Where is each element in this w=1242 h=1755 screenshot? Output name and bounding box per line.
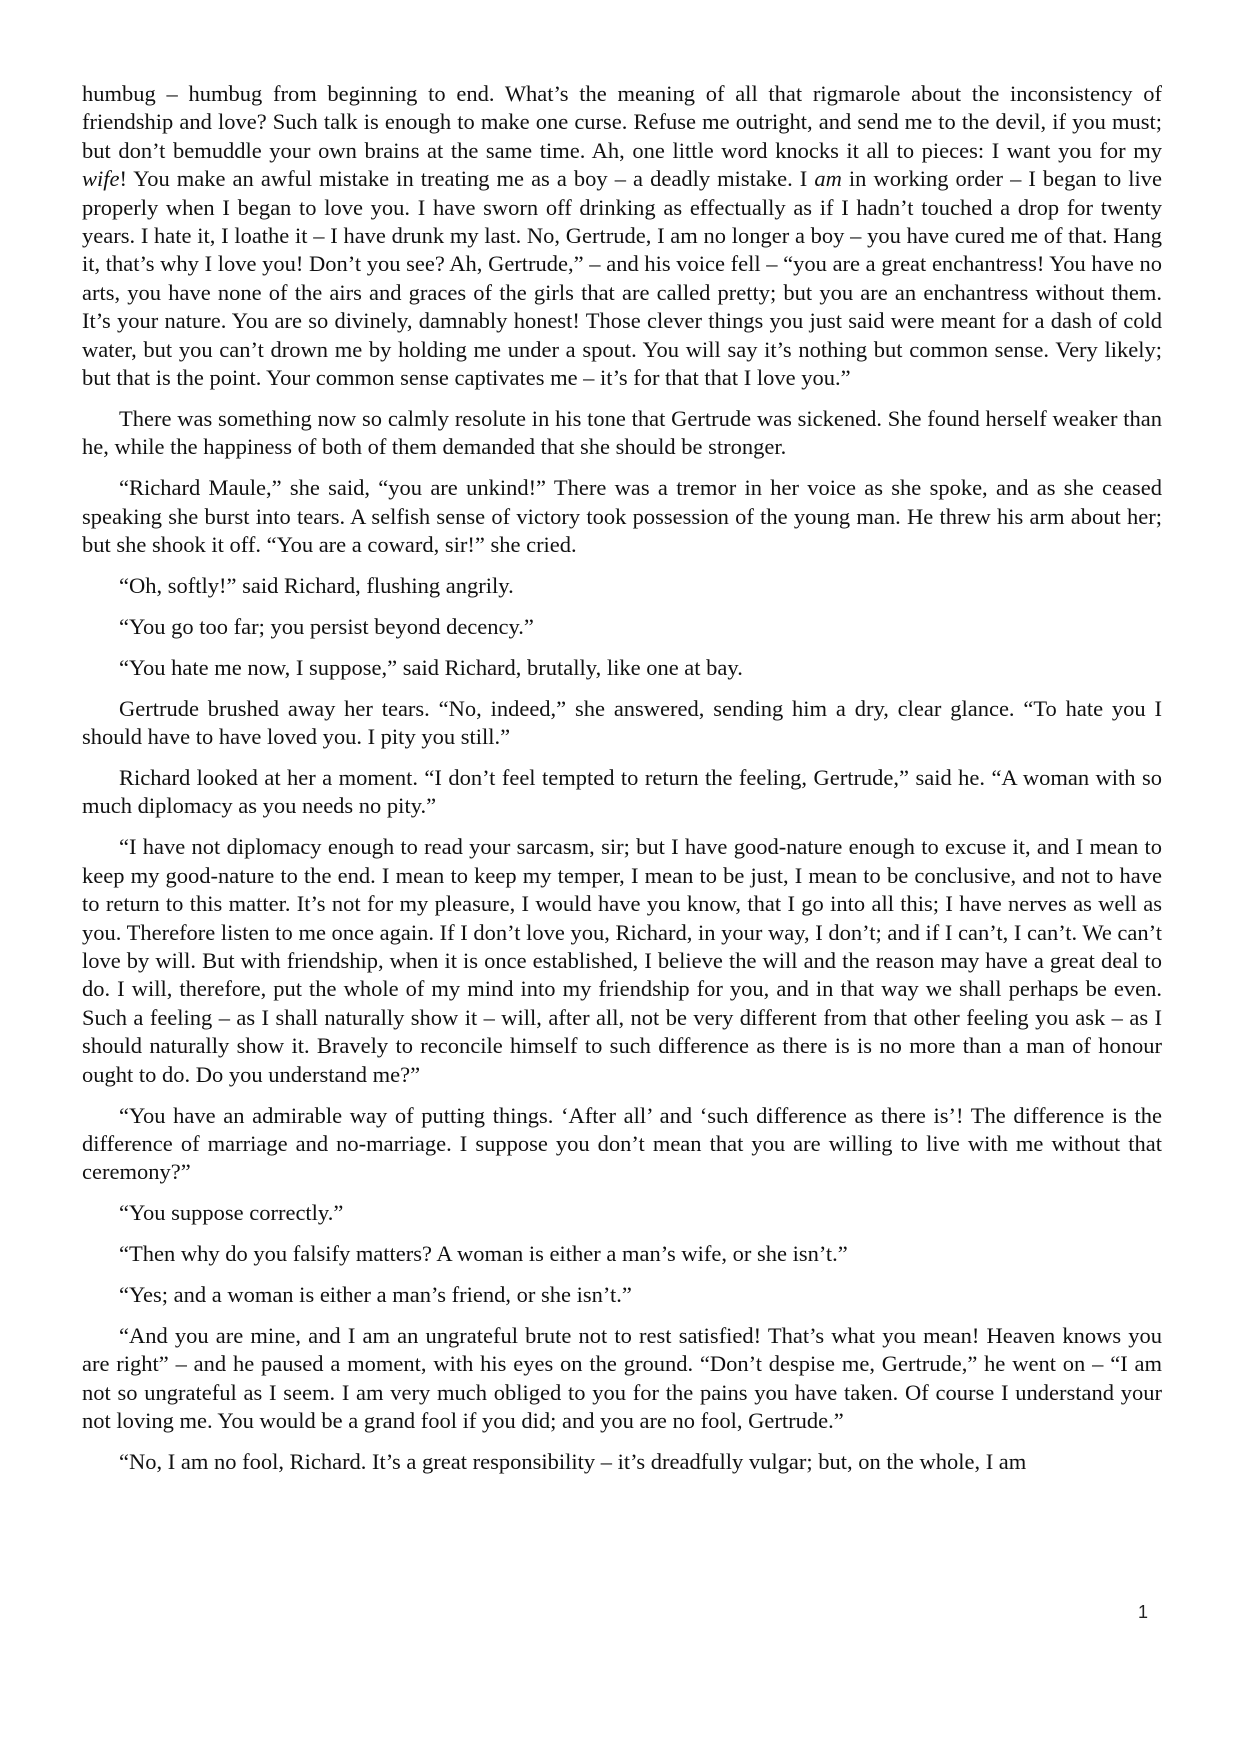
paragraph: “You suppose correctly.” (119, 1200, 344, 1226)
paragraph: “No, I am no fool, Richard. It’s a great responsibility – it’s dreadfully vulgar; but, on the whole, I am (119, 1449, 1027, 1475)
paragraph: “Richard Maule,” she said, “you are unkind!” There was a tremor in her voice as she spoke, and as she ceased speaking she burst into tears. A selfish sense of victory took possession of the young man. He threw his arm about her; but she shook it off. “You are a coward, sir!” she cried. (82, 475, 1162, 558)
paragraph: “And you are mine, and I am an ungrateful brute not to rest satisfied! That’s what you mean! Heaven knows you are right” – and he paused a moment, with his eyes on the ground. “Don’t despise me, Gertrude,” he went on – “I am not so ungrateful as I seem. I am very much obliged to you for the pains you have taken. Of course I understand your not loving me. You would be a grand fool if you did; and you are no fool, Gertrude.” (82, 1322, 1162, 1434)
emphasis-text: wife (82, 166, 120, 192)
emphasis-text: am (814, 166, 842, 192)
paragraph: “Then why do you falsify matters? A woman is either a man’s wife, or she isn’t.” (119, 1241, 848, 1267)
paragraph-text: in working order – I began to live properly when I began to love you. I have sworn off drinking as effectually as if I hadn’t touched a drop for twenty years. I hate it, I loathe it – I have drunk my last. No, Gertrude, I am no longer a boy – you have cured me of that. Hang it, that’s why I love you! Don’t you see? Ah, Gertrude,” – and his voice fell – “you are a great enchantress! You have no arts, you have none of the airs and graces of the girls that are called pretty; but you are an enchantress without them. It’s your nature. You are so divinely, damnably honest! Those clever things you just said were meant for a dash of cold water, but you can’t drown me by holding me under a spout. You will say it’s nothing but common sense. Very likely; but that is the point. Your common sense captivates me – it’s for that that I love you.” (82, 166, 1163, 391)
paragraph (82, 80, 1162, 392)
paragraph: “Oh, softly!” said Richard, flushing angrily. (119, 573, 514, 598)
paragraph: “You go too far; you persist beyond decency.” (119, 613, 534, 639)
paragraph: “Yes; and a woman is either a man’s friend, or she isn’t.” (119, 1282, 632, 1308)
paragraph: “I have not diplomacy enough to read your sarcasm, sir; but I have good-nature enough to excuse it, and I mean to keep my good-nature to the end. I mean to keep my temper, I mean to be just, I mean to be conclusive, and not to have to return to this matter. It’s not for my pleasure, I would have you know, that I go into all this; I have nerves as well as you. Therefore listen to me once again. If I don’t love you, Richard, in your way, I don’t; and if I can’t, I can’t. We can’t love by will. But with friendship, when it is once established, I believe the will and the reason may have a great deal to do. I will, therefore, put the whole of my mind into my friendship for you, and in that way we shall perhaps be even. Such a feeling – as I shall naturally show it – will, after all, not be very different from that other feeling you ask – as I should naturally show it. Bravely to reconcile himself to such difference as there is is no more than a man of honour ought to do. Do you understand me?” (82, 834, 1162, 1087)
paragraph: Gertrude brushed away her tears. “No, indeed,” she answered, sending him a dry, clear glance. “To hate you I should have to have loved you. I pity you still.” (82, 695, 1162, 750)
paragraph: “You have an admirable way of putting things. ‘After all’ and ‘such difference as there is’! The difference is the difference of marriage and no-marriage. I suppose you don’t mean that you are willing to live with me without that ceremony?” (82, 1102, 1162, 1185)
page-number: 1 (1138, 1602, 1149, 1622)
paragraph-text: humbug – humbug from beginning to end. What’s the meaning of all that rigmarole about the inconsistency of friendship and love? Such talk is enough to make one curse. Refuse me outright, and send me to the devil, if you must; but don’t bemuddle your own brains at the same time. Ah, one little word knocks it all to pieces: I want you for my (82, 81, 1162, 163)
paragraph: “You hate me now, I suppose,” said Richard, brutally, like one at bay. (119, 654, 743, 680)
paragraph: There was something now so calmly resolute in his tone that Gertrude was sickened. She found herself weaker than he, while the happiness of both of them demanded that she should be stronger. (82, 405, 1162, 460)
paragraph-text: ! You make an awful mistake in treating me as a boy – a deadly mistake. I (119, 166, 815, 192)
document-page (82, 80, 1162, 1476)
paragraph: Richard looked at her a moment. “I don’t feel tempted to return the feeling, Gertrude,” said he. “A woman with so much diplomacy as you needs no pity.” (82, 765, 1162, 819)
